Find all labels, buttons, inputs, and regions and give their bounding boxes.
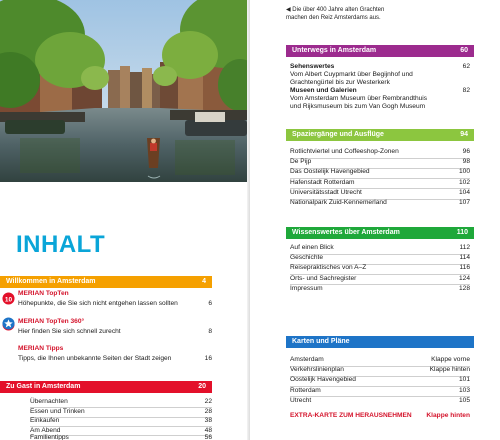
toc-row[interactable]	[290, 168, 470, 177]
toc-row[interactable]	[290, 199, 470, 208]
toc-row-page: 96	[462, 148, 470, 155]
toc-row[interactable]	[30, 434, 212, 440]
toc-desc-line: und Rijksmuseum bis zum Van Gogh Museum	[290, 103, 426, 110]
section-page: 4	[202, 278, 206, 285]
merian-tipps-title[interactable]: MERIAN Tipps	[18, 345, 64, 352]
section-label: Spaziergänge und Ausflüge	[292, 131, 384, 138]
toc-row-label: Utrecht	[290, 396, 312, 404]
toc-row[interactable]	[30, 408, 212, 417]
toc-row-page: 103	[458, 386, 470, 394]
section-label: Wissenswertes über Amsterdam	[292, 229, 400, 236]
toc-row-page: 82	[462, 87, 470, 94]
toc-row-page: Klappe hinten	[429, 366, 470, 374]
toc-row-label: Einkaufen	[30, 417, 60, 424]
section-page: 94	[460, 131, 468, 138]
toc-row[interactable]	[290, 376, 470, 385]
toc-row-page: 62	[462, 63, 470, 70]
merian-topten-row[interactable]	[18, 300, 212, 307]
toc-row-page: 105	[458, 396, 470, 404]
toc-row[interactable]	[290, 158, 470, 167]
toc-row[interactable]	[290, 189, 470, 198]
toc-row[interactable]	[30, 398, 212, 407]
toc-row[interactable]	[290, 254, 470, 263]
merian-tipps-page: 16	[204, 355, 212, 362]
toc-row-page: 104	[458, 188, 470, 196]
caption-line: ◀ Die über 400 Jahre alten Grachten	[286, 7, 385, 13]
photo-caption	[286, 6, 426, 22]
toc-desc-line: Vom Albert Cuypmarkt über Begijnhof und	[290, 71, 413, 78]
merian-tipps-icon	[2, 317, 15, 330]
merian-topten-title[interactable]: MERIAN TopTen	[18, 290, 69, 297]
toc-row-page: 116	[459, 264, 470, 272]
toc-row[interactable]	[290, 264, 470, 273]
toc-row-label: Rotlichtviertel und Coffeeshop-Zonen	[290, 148, 399, 155]
merian-tipps-text: Tipps, die Ihnen unbekannte Seiten der Stadt zeigen	[18, 355, 172, 362]
toc-row-label: Essen und Trinken	[30, 407, 85, 415]
toc-row-label: Impressum	[290, 284, 323, 292]
toc-row-desc	[290, 103, 470, 112]
toc-row-page: 56	[204, 434, 212, 440]
toc-row-page: 48	[204, 426, 212, 434]
section-label: Zu Gast in Amsterdam	[6, 383, 81, 390]
toc-row-label: Geschichte	[290, 254, 323, 262]
section-bar-spaziergaenge[interactable]	[286, 129, 474, 141]
merian-topten-icon	[2, 292, 15, 305]
section-label: Karten und Pläne	[292, 338, 350, 345]
toc-row-label: De Pijp	[290, 158, 312, 166]
toc-row-label: Orts- und Sachregister	[290, 274, 357, 282]
section-page: 20	[198, 383, 206, 390]
toc-row-label: Hafenstadt Rotterdam	[290, 178, 355, 186]
toc-row-label: Das Oostelijk Havengebied	[290, 168, 370, 176]
section-label: Unterwegs in Amsterdam	[292, 47, 377, 54]
toc-row-label: Rotterdam	[290, 386, 321, 394]
merian-360-page: 8	[208, 328, 212, 335]
toc-row-label: Reisepraktisches von A–Z	[290, 264, 367, 272]
toc-row[interactable]	[30, 417, 212, 426]
toc-row-label: Am Abend	[30, 426, 61, 434]
merian-topten-text: Höhepunkte, die Sie sich nicht entgehen lassen sollten	[18, 300, 178, 307]
toc-row-extra-karte[interactable]	[290, 412, 470, 421]
toc-row-page: 128	[458, 284, 470, 292]
toc-row-page: Klappe vorne	[431, 356, 470, 363]
toc-row[interactable]	[290, 387, 470, 396]
toc-row-label: EXTRA-KARTE ZUM HERAUSNEHMEN	[290, 412, 412, 419]
toc-row[interactable]	[290, 285, 470, 294]
section-page: 60	[460, 47, 468, 54]
toc-row[interactable]	[290, 148, 470, 157]
svg-text:10: 10	[4, 296, 13, 304]
toc-row[interactable]	[290, 179, 470, 188]
toc-row-page: Klappe hinten	[426, 412, 470, 419]
toc-row-page: 102	[458, 178, 470, 186]
toc-row-label: Nationalpark Zuid-Kennemerland	[290, 199, 387, 206]
toc-row-label: Verkehrslinienplan	[290, 366, 344, 374]
toc-row[interactable]	[290, 275, 470, 284]
toc-row-page: 100	[458, 168, 470, 176]
section-bar-wissenswertes[interactable]	[286, 227, 474, 239]
section-bar-karten[interactable]	[286, 336, 474, 348]
toc-row-page: 38	[204, 417, 212, 424]
toc-row-page: 98	[462, 158, 470, 166]
toc-row[interactable]	[290, 356, 470, 365]
toc-row-label: Auf einen Blick	[290, 244, 334, 251]
toc-row-page: 101	[458, 376, 470, 384]
merian-360-row[interactable]	[18, 328, 212, 335]
canal-photo	[0, 0, 250, 182]
toc-row-label: Oostelijk Havengebied	[290, 376, 356, 384]
toc-row-page: 107	[458, 199, 470, 206]
section-page: 110	[456, 229, 468, 236]
toc-row[interactable]	[290, 397, 470, 406]
toc-row-page: 114	[459, 254, 470, 262]
section-bar-unterwegs[interactable]	[286, 45, 474, 57]
caption-line: machen den Reiz Amsterdams aus.	[286, 15, 381, 21]
merian-topten-page: 6	[208, 300, 212, 307]
toc-row[interactable]	[290, 366, 470, 375]
toc-title: INHALT	[16, 231, 106, 258]
section-label: Willkommen in Amsterdam	[6, 278, 96, 285]
toc-row-page: 28	[204, 407, 212, 415]
toc-row[interactable]	[290, 244, 470, 253]
toc-row-page: 124	[458, 274, 470, 282]
toc-desc-line: Vom Amsterdam Museum über Rembrandthuis	[290, 95, 428, 102]
toc-row-label: Amsterdam	[290, 356, 324, 363]
toc-row-label: Universitätsstadt Utrecht	[290, 188, 362, 196]
section-bar-willkommen[interactable]	[0, 276, 212, 288]
section-bar-zu-gast[interactable]	[0, 381, 212, 393]
merian-360-text: Hier finden Sie sich schnell zurecht	[18, 328, 121, 335]
toc-row-label: Museen und Galerien	[290, 87, 357, 94]
toc-row-label: Sehenswertes	[290, 63, 335, 70]
merian-tipps-row[interactable]	[18, 355, 212, 362]
toc-desc-line: Grachtengürtel bis zur Westerkerk	[290, 79, 390, 86]
toc-row-label: Familientipps	[30, 434, 69, 440]
toc-row-page: 112	[459, 244, 470, 251]
toc-row-page: 22	[204, 398, 212, 405]
merian-360-title[interactable]: MERIAN TopTen 360°	[18, 318, 85, 325]
toc-row-label: Übernachten	[30, 398, 68, 405]
